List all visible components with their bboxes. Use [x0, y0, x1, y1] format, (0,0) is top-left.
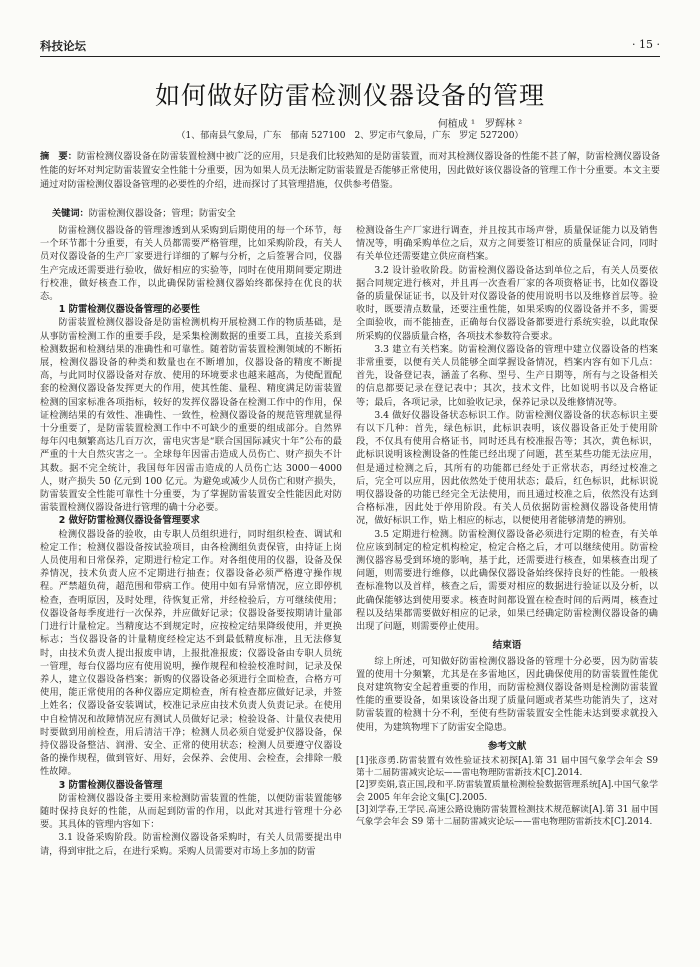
- reference-item: [1]张彦勇.防雷装置有效性验证技术初探[A].第 31 届中国气象学会年会 S9 第十二届防雷减灾论坛——雷电物理防雷新技术[C].2014.: [356, 755, 658, 779]
- paragraph: 3.3 建立有关档案。防雷检测仪器设备的管理中建立仪器设备的档案非常重要，以便有关人员能够全面掌握设备情况，档案内容有如下几点：首先，设备登记表，涵盖了名称、型号、生产日期等，所有与之设备相关的信息都要记录在登记表中；其次，技术文件，比如说明书以及合格证等；最后，各项记录，比如验收记录，保养记录以及维修情况等。: [356, 343, 658, 408]
- reference-item: [2]罗奕娟,袁正国,段和平.防雷装置质量检测检验数据管理系统[A].中国气象学会 2005 年年会论文集[C].2005.: [356, 780, 658, 803]
- paragraph: 防雷检测仪器设备主要用来检测防雷装置的性能，以便防雷装置能够随时保持良好的性能，从而起到防雷的作用，以此对其进行管理十分必要。其具体的管理内容如下：: [40, 792, 342, 831]
- running-header: [40, 34, 660, 56]
- header-rule: [40, 56, 660, 57]
- conclusion-heading: 结束语: [492, 640, 522, 652]
- keywords-label: 关键词：: [52, 208, 89, 219]
- left-column: [40, 224, 342, 858]
- paragraph: 防雷检测仪器设备的管理渗透到从采购到后期使用的每一个环节，每一个环节都十分重要，有关人员都需要严格管理，比如采购阶段，有关人员对仪器设备的生产厂家要进行详细的了解与分析，之后签署合同，仪器生产完成还需要进行验收，做好相应的实验等，同时在使用期间要定期进行校准，做好核查工作，以此确保防雷检测仪器始终都保持在优良的状态。: [40, 225, 342, 303]
- article-title: 如何做好防雷检测仪器设备的管理: [154, 81, 545, 110]
- authors: 何植成 ¹ 罗辉林 ²: [437, 119, 523, 130]
- section-heading: 2 做好防雷检测仪器设备管理要求: [58, 515, 200, 527]
- paragraph: 检测仪器设备的验收，由专职人员组织进行，同时组织检查、调试和检定工作；检测仪器设备按试验项目，由各检测组负责保管，由持证上岗人员使用和日常保养，定期进行检定工作。对各组使用的仪器，设备及保养情况，技术负责人应不定期进行抽查；仪器设备必须严格遵守操作规程。严禁超负荷，超范围和带病工作。使用中如有异常情况，应立即停机检查，查明原因，及时处理，待恢复正常，并经检验后，方可继续使用；仪器设备每季度进行一次保养，并应做好记录；仪器设备要按期请计量部门进行计量检定。当精度达不到规定时，应按检定结果降级使用，并更换标志；当仪器设备的计量精度经检定达不到最低精度标准，且无法修复时，由技术负责人提出报废申请，上报批准报废；仪器设备由专职人员统一管理，每台仪器均应有使用说明，操作规程和检验校准时间，记录及保养人，建立仪器设备档案；新购的仪器设备必须进行全面检查，合格方可使用，能正常使用的各种仪器应定期检查，所有检查都应做好记录，并签上姓名；仪器设备安装调试，校准记录应由技术负责人负责记录。在使用中自检情况和故障情况应有测试人员做好记录；检验设备、计量仪表使用时要做到用前检查，用后清洁干净；检测人员必须自觉爱护仪器设备，保持仪器设备整洁、润滑、安全、正常的使用状态；检测人员要遵守仪器设备的操作规程，做到管好、用好，会保养、会使用、会检查，会排除一般性故障。: [40, 528, 342, 778]
- right-column: [356, 224, 658, 828]
- section-heading: 1 防雷检测仪器设备管理的必要性: [58, 304, 200, 316]
- keywords: [52, 205, 652, 219]
- reference-item: [3]刘学春,王学民.高速公路设施防雷装置检测技术规范解读[A].第 31 届中国气象学会年会 S9 第十二届防雷减灾论坛——雷电物理防雷新技术[C].2014.: [356, 804, 658, 827]
- journal-name: 科技论坛: [40, 39, 86, 53]
- paragraph: 检测设备生产厂家进行调查，并且按其市场声誉，质量保证能力以及销售情况等，明确采购单位之后，双方之间要签订相应的质量保证合同，同时有关单位还需要建立供应商档案。: [356, 225, 658, 263]
- keywords-text: 防雷检测仪器设备；管理；防雷安全: [88, 208, 236, 219]
- affiliations: （1、郁南县气象局，广东 郁南 527100 2、罗定市气象局，广东 罗定 527200）: [176, 131, 524, 141]
- paragraph: 3.1 设备采购阶段。防雷检测仪器设备采购时，有关人员需要提出申请，得到审批之后，在进行采购。采购人员需要对市场上多加的防雷: [40, 832, 342, 857]
- references-heading: 参考文献: [487, 740, 527, 752]
- section-heading: 3 防雷检测仪器设备管理: [58, 779, 163, 791]
- abstract-label: 摘 要：: [40, 151, 78, 162]
- abstract-text: 防雷检测仪器设备在防雷装置检测中被广泛的应用，只是我们比较熟知的是防雷装置，而对其检测仪器设备的性能不甚了解，防雷检测仪器设备性能的好坏对判定防雷装置安全性能十分重要，因为如果人员无法断定防雷装置是否能够正常使用，因此做好该仪器设备的管理工作十分重要。本文主要通过对防雷检测仪器设备管理的必要性的介绍，进而探讨了其管理措施，仅供参考借鉴。: [40, 151, 661, 190]
- paragraph: 3.4 做好仪器设备状态标识工作。防雷检测仪器设备的状态标识主要有以下几种：首先，绿色标识，此标识表明，该仪器设备正处于使用阶段，不仅具有使用合格证书，同时还具有校准报告等；其次，黄色标识，此标识说明该检测设备的性能已经出现了问题，甚至某些功能无法应用，但是通过检测之后，其所有的功能都已经处于正常状态，再经过校准之后，完全可以应用，因此依然处于使用状态；最后，红色标识，此标识说明仪器设备的功能已经完全无法使用，而且通过校准之后，依然没有达到合格标准，因此处于停用阶段。有关人员依据防雷检测仪器设备使用情况，做好标识工作，贴上相应的标志，以便使用者能够清楚的辨别。: [356, 409, 658, 527]
- paragraph: 防雷装置检测仪器设备是防雷检测机构开展检测工作的物质基础，是从事防雷检测工作的重要手段，是采集检测数据的重要工具，直接关系到检测数据和检测结果的准确性和可靠性。随着防雷装置检测领域的不断拓展，检测仪器设备的种类和数量也在不断增加，仪器设备的精度不断提高，与此同时仪器设备对存放、使用的环境要求也越来越高，为使配置配套的检测仪器设备发挥更大的作用，使其性能、量程、精度满足防雷装置检测的国家标准各项指标，较好的发挥仪器设备在检测工作中的作用，保证检测结果的有效性、准确性、一致性，检测仪器设备的规范管理就显得十分重要了，是防雷装置检测工作中不可缺少的重要的组成部分。自然界每年闪电频繁高达几百万次，雷电灾害是“联合国国际减灾十年”公布的最严重的十大自然灾害之一。全球每年因雷击造成人员伤亡、财产损失不计其数。据不完全统计，我国每年因雷击造成的人员伤亡达 3000－4000 人，财产损失 50 亿元到 100 亿元。为避免或减少人员伤亡和财产损失，防雷装置安全性能可靠性十分重要，为了掌握防雷装置安全性能因此对防雷装置检测仪器设备进行管理的确十分必要。: [40, 317, 342, 514]
- paragraph: 综上所述，可知做好防雷检测仪器设备的管理十分必要，因为防雷装置的使用十分频繁，尤其是在多雷地区，因此确保使用的防雷装置性能优良对建筑物安全起着重要的作用，而防雷检测仪器设备则是检测防雷装置性能的重要设备，如果该设备出现了质量问题或者某些功能消失了，这对防雷装置的检测十分不利，至使有些防雷装置安全性能未达到要求就投入使用，为建筑物埋下了防雷安全隐患。: [356, 655, 658, 733]
- paragraph: 3.5 定期进行检测。防雷检测仪器设备必须进行定期的检查，有关单位应该到制定的检定机构检定，检定合格之后，才可以继续使用。防雷检测仪器容易受到环境的影响，基于此，还需要进行核查，如果核查出现了问题，则需要进行维修，以此确保仪器设备始终保持良好的性能。一般核查标准物以及首样，核查之后，需要对相应的数据进行验证以及分析，以此确保能够达到使用要求。核查时间都设置在检查时间的后两周，核查过程以及结果都需要做好相应的记录，如果已经确定防雷检测仪器设备的确出现了问题，则需要停止使用。: [356, 528, 658, 633]
- page-number: · 15 ·: [632, 38, 660, 51]
- abstract: [40, 150, 660, 192]
- paragraph: 3.2 设计验收阶段。防雷检测仪器设备达到单位之后，有关人员要依据合同规定进行核对，并且再一次查看厂家的各项资格证书，比如仪器设备的质量保证证书，以及针对仪器设备的使用说明书以及维修首层等。验收时，既要清点数量，还要注重性能，如果采购的仪器设备并不多，需要全面验收，而不能抽查，正确每台仪器设备都要进行系统实验，以此取保所采购的仪器质量合格，各项技术参数符合要求。: [356, 264, 658, 342]
